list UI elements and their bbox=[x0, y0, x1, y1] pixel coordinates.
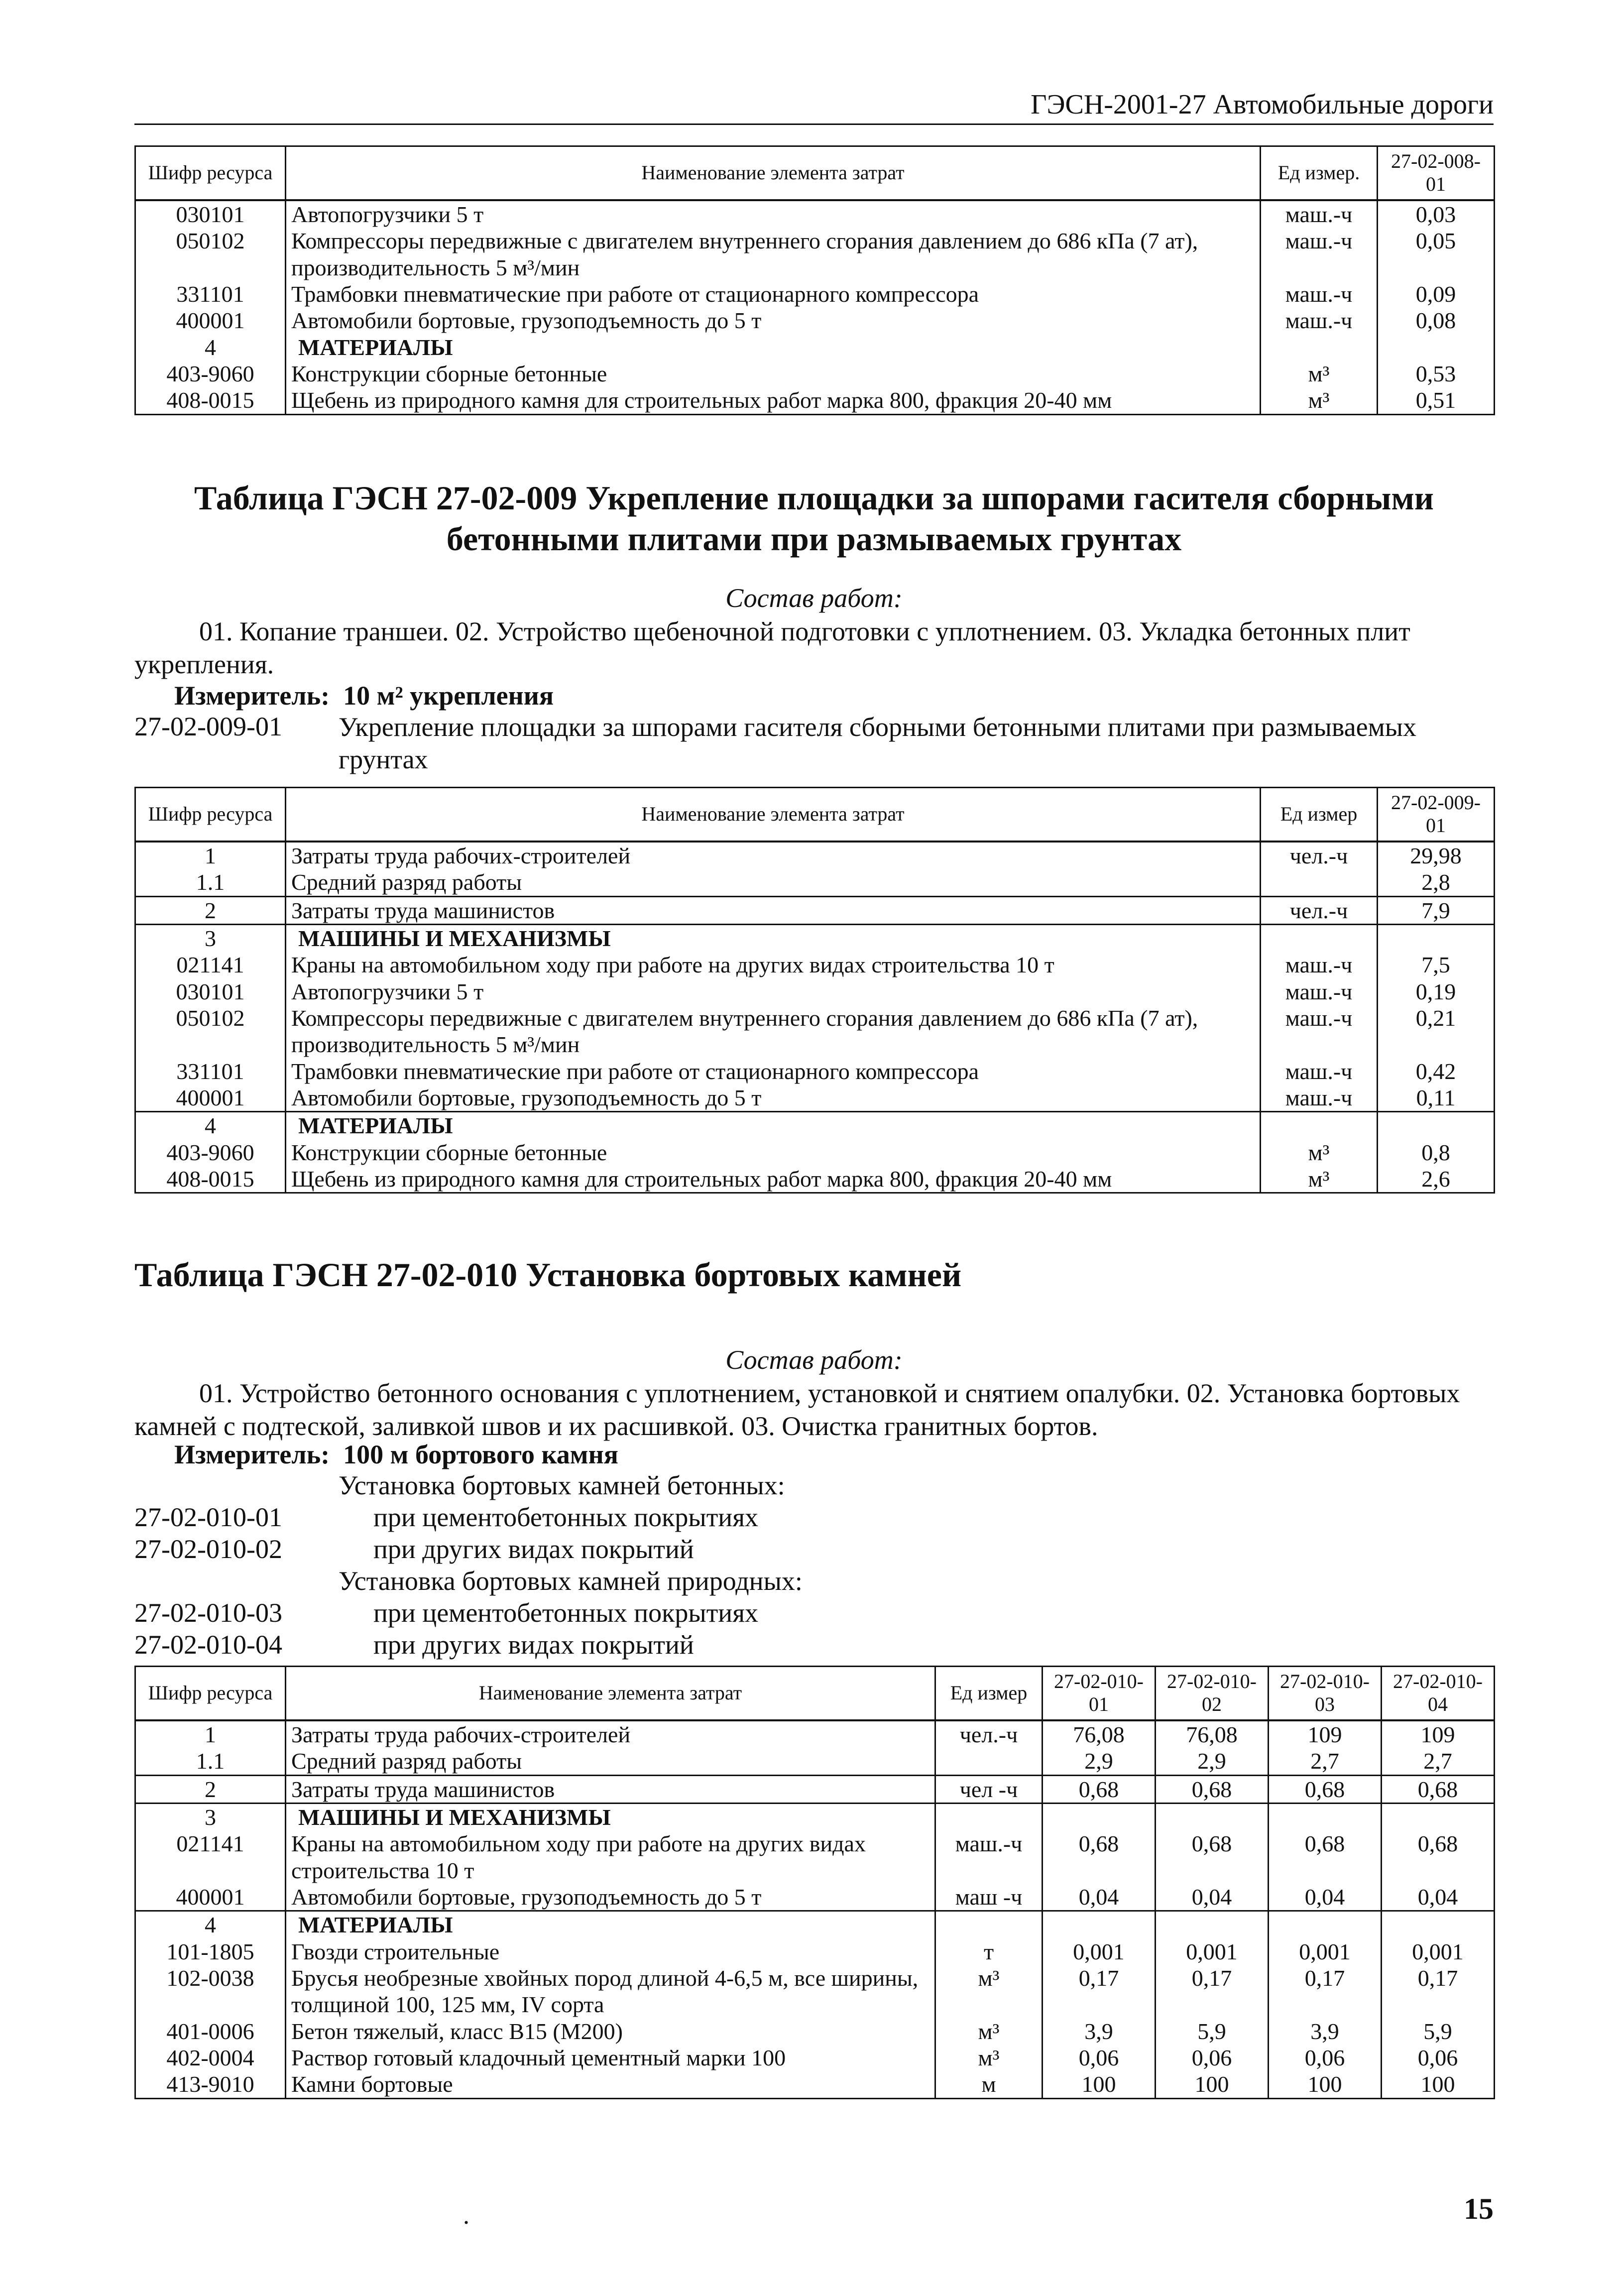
column-header: Ед измер bbox=[1261, 788, 1378, 842]
measure-line bbox=[174, 680, 554, 711]
work-composition-label-2: Состав работ: bbox=[725, 1345, 903, 1375]
unit-cell bbox=[1261, 1112, 1378, 1139]
value-cell: 5,9 bbox=[1156, 2018, 1269, 2045]
value-cell: 0,68 bbox=[1043, 1830, 1156, 1884]
item-text: при цементобетонных покрытиях bbox=[373, 1502, 759, 1532]
value-cell bbox=[1378, 924, 1495, 952]
cost-element-cell: Конструкции сборные бетонные bbox=[286, 1139, 1261, 1166]
value-cell: 2,7 bbox=[1269, 1748, 1382, 1775]
value-cell: 0,11 bbox=[1378, 1084, 1495, 1112]
value-cell bbox=[1378, 1112, 1495, 1139]
table-row bbox=[135, 1748, 1495, 1775]
cost-element-cell: Гвозди строительные bbox=[286, 1938, 935, 1965]
work-composition-text-2: 01. Устройство бетонного основания с уплотнением, установкой и снятием опалубки. 02. Установка бортовых камней с подтеской, заливкой швов и их расшивкой. 03. Очистка гранитных бортов. bbox=[134, 1378, 1460, 1441]
table-row bbox=[135, 1965, 1495, 2018]
table-row bbox=[135, 1058, 1495, 1084]
value-cell: 0,68 bbox=[1382, 1775, 1495, 1803]
unit-cell: чел.-ч bbox=[1261, 896, 1378, 924]
unit-cell bbox=[935, 1911, 1043, 1938]
value-cell bbox=[1382, 1803, 1495, 1830]
value-cell: 0,53 bbox=[1378, 361, 1495, 387]
resource-code-cell: 1 bbox=[135, 842, 286, 869]
cost-element-cell: МАТЕРИАЛЫ bbox=[286, 1911, 935, 1938]
running-header: ГЭСН-2001-27 Автомобильные дороги bbox=[1031, 89, 1494, 120]
cost-element-cell: Бетон тяжелый, класс В15 (М200) bbox=[286, 2018, 935, 2045]
resource-code-cell: 400001 bbox=[135, 307, 286, 334]
resource-code-cell: 1 bbox=[135, 1720, 286, 1748]
measure-line-2 bbox=[174, 1439, 618, 1470]
unit-cell: маш -ч bbox=[935, 1884, 1043, 1911]
column-header: Ед измер bbox=[935, 1667, 1043, 1720]
section-row bbox=[135, 1803, 1495, 1830]
value-cell: 100 bbox=[1269, 2071, 1382, 2098]
value-cell: 0,8 bbox=[1378, 1139, 1495, 1166]
unit-cell bbox=[935, 1803, 1043, 1830]
measure-value-2: 100 м бортового камня bbox=[343, 1440, 618, 1469]
value-cell: 2,7 bbox=[1382, 1748, 1495, 1775]
column-header: 27-02-010-01 bbox=[1043, 1667, 1156, 1720]
cost-element-cell: Компрессоры передвижные с двигателем внутреннего сгорания давлением до 686 кПа (7 ат), производительность 5 м³/мин bbox=[286, 228, 1261, 281]
resource-code-cell: 400001 bbox=[135, 1884, 286, 1911]
cost-element-cell: Компрессоры передвижные с двигателем внутреннего сгорания давлением до 686 кПа (7 ат), производительность 5 м³/мин bbox=[286, 1005, 1261, 1058]
table-header-row bbox=[135, 1667, 1495, 1720]
resource-code-cell: 3 bbox=[135, 1803, 286, 1830]
table-row bbox=[135, 869, 1495, 896]
cost-element-cell: Трамбовки пневматические при работе от стационарного компрессора bbox=[286, 281, 1261, 307]
resource-code-cell: 403-9060 bbox=[135, 361, 286, 387]
value-cell: 2,8 bbox=[1378, 869, 1495, 896]
value-cell: 0,06 bbox=[1156, 2045, 1269, 2071]
cost-element-cell: МАШИНЫ И МЕХАНИЗМЫ bbox=[286, 1803, 935, 1830]
value-cell: 0,04 bbox=[1156, 1884, 1269, 1911]
item-text: при других видах покрытий bbox=[373, 1534, 694, 1564]
value-cell: 0,42 bbox=[1378, 1058, 1495, 1084]
cost-element-cell: Затраты труда машинистов bbox=[286, 896, 1261, 924]
value-cell: 0,04 bbox=[1043, 1884, 1156, 1911]
resource-code-cell: 4 bbox=[135, 1911, 286, 1938]
value-cell: 100 bbox=[1043, 2071, 1156, 2098]
item-text: при цементобетонных покрытиях bbox=[373, 1598, 759, 1628]
value-cell: 0,06 bbox=[1043, 2045, 1156, 2071]
value-cell: 2,6 bbox=[1378, 1166, 1495, 1193]
unit-cell: маш.-ч bbox=[935, 1830, 1043, 1884]
value-cell: 0,68 bbox=[1156, 1830, 1269, 1884]
table-header-row bbox=[135, 146, 1495, 200]
table-row bbox=[135, 2045, 1495, 2071]
cost-element-cell: Средний разряд работы bbox=[286, 869, 1261, 896]
resource-code-cell: 402-0004 bbox=[135, 2045, 286, 2071]
value-cell bbox=[1269, 1911, 1382, 1938]
cost-element-cell: Автопогрузчики 5 т bbox=[286, 978, 1261, 1005]
value-cell: 76,08 bbox=[1043, 1720, 1156, 1748]
resource-table-27-02-010 bbox=[134, 1666, 1495, 2099]
cost-element-cell: Камни бортовые bbox=[286, 2071, 935, 2098]
unit-cell bbox=[1261, 924, 1378, 952]
resource-code-cell: 101-1805 bbox=[135, 1938, 286, 1965]
measure-label: Измеритель: bbox=[174, 681, 330, 711]
resource-code-cell: 1.1 bbox=[135, 1748, 286, 1775]
value-cell: 0,06 bbox=[1269, 2045, 1382, 2071]
column-header: Ед измер. bbox=[1261, 146, 1378, 200]
table-row bbox=[135, 1775, 1495, 1803]
unit-cell: т bbox=[935, 1938, 1043, 1965]
resource-code-cell: 102-0038 bbox=[135, 1965, 286, 2018]
cost-element-cell: Трамбовки пневматические при работе от стационарного компрессора bbox=[286, 1058, 1261, 1084]
value-cell: 29,98 bbox=[1378, 842, 1495, 869]
item-row bbox=[134, 1534, 1494, 1565]
section-row bbox=[135, 1911, 1495, 1938]
cost-element-cell: Конструкции сборные бетонные bbox=[286, 361, 1261, 387]
cost-element-cell: Автомобили бортовые, грузоподъемность до 5 т bbox=[286, 1084, 1261, 1112]
cost-element-cell: Затраты труда рабочих-строителей bbox=[286, 842, 1261, 869]
item-text: Установка бортовых камней бетонных: bbox=[339, 1470, 785, 1500]
unit-cell: чел.-ч bbox=[1261, 842, 1378, 869]
resource-code-cell: 403-9060 bbox=[135, 1139, 286, 1166]
table-row bbox=[135, 1084, 1495, 1112]
unit-cell: м³ bbox=[1261, 1166, 1378, 1193]
value-cell: 0,08 bbox=[1378, 307, 1495, 334]
value-cell: 7,5 bbox=[1378, 952, 1495, 978]
unit-cell: м³ bbox=[935, 2018, 1043, 2045]
value-cell: 0,68 bbox=[1043, 1775, 1156, 1803]
value-cell: 0,05 bbox=[1378, 228, 1495, 281]
value-cell bbox=[1269, 1803, 1382, 1830]
value-cell bbox=[1378, 334, 1495, 361]
table-row bbox=[135, 1830, 1495, 1884]
table-row bbox=[135, 307, 1495, 334]
value-cell: 0,001 bbox=[1382, 1938, 1495, 1965]
cost-element-cell: Затраты труда машинистов bbox=[286, 1775, 935, 1803]
value-cell: 0,68 bbox=[1382, 1830, 1495, 1884]
value-cell: 0,001 bbox=[1156, 1938, 1269, 1965]
section-row bbox=[135, 334, 1495, 361]
item-group-heading bbox=[134, 1470, 1494, 1502]
item-text: при других видах покрытий bbox=[373, 1630, 694, 1660]
value-cell: 100 bbox=[1382, 2071, 1495, 2098]
cost-element-cell: Краны на автомобильном ходу при работе на других видах строительства 10 т bbox=[286, 952, 1261, 978]
cost-element-cell: Краны на автомобильном ходу при работе на других видах строительства 10 т bbox=[286, 1830, 935, 1884]
resource-code-cell: 331101 bbox=[135, 1058, 286, 1084]
cost-element-cell: Щебень из природного камня для строительных работ марка 800, фракция 20-40 мм bbox=[286, 1166, 1261, 1193]
value-cell: 109 bbox=[1269, 1720, 1382, 1748]
value-cell bbox=[1382, 1911, 1495, 1938]
value-cell: 0,04 bbox=[1269, 1884, 1382, 1911]
cost-element-cell: МАШИНЫ И МЕХАНИЗМЫ bbox=[286, 924, 1261, 952]
value-cell: 0,17 bbox=[1156, 1965, 1269, 2018]
column-header: 27-02-008-01 bbox=[1378, 146, 1495, 200]
value-cell: 2,9 bbox=[1156, 1748, 1269, 1775]
cost-element-cell: Щебень из природного камня для строительных работ марка 800, фракция 20-40 мм bbox=[286, 387, 1261, 414]
cost-element-cell: Затраты труда рабочих-строителей bbox=[286, 1720, 935, 1748]
table-header-row bbox=[135, 788, 1495, 842]
resource-code-cell: 400001 bbox=[135, 1084, 286, 1112]
unit-cell: маш.-ч bbox=[1261, 952, 1378, 978]
resource-code-cell: 413-9010 bbox=[135, 2071, 286, 2098]
table-row bbox=[135, 896, 1495, 924]
item-row bbox=[134, 1629, 1494, 1661]
unit-cell: м³ bbox=[935, 2045, 1043, 2071]
table-row bbox=[135, 1938, 1495, 1965]
unit-cell: маш.-ч bbox=[1261, 307, 1378, 334]
table-title-27-02-010: Таблица ГЭСН 27-02-010 Установка бортовых камней bbox=[134, 1256, 962, 1294]
column-header: Шифр ресурса bbox=[135, 1667, 286, 1720]
table-title-27-02-009: Таблица ГЭСН 27-02-009 Укрепление площадки за шпорами гасителя сборными бетонными плитами при размываемых грунтах bbox=[194, 479, 1434, 558]
value-cell: 0,17 bbox=[1382, 1965, 1495, 2018]
value-cell: 0,19 bbox=[1378, 978, 1495, 1005]
table-row bbox=[135, 1884, 1495, 1911]
value-cell bbox=[1156, 1911, 1269, 1938]
item-text: Установка бортовых камней природных: bbox=[339, 1566, 803, 1596]
unit-cell: м bbox=[935, 2071, 1043, 2098]
unit-cell bbox=[1261, 334, 1378, 361]
unit-cell: м³ bbox=[1261, 387, 1378, 414]
unit-cell: маш.-ч bbox=[1261, 228, 1378, 281]
item-code: 27-02-010-03 bbox=[134, 1598, 282, 1628]
value-cell: 0,21 bbox=[1378, 1005, 1495, 1058]
value-cell bbox=[1043, 1911, 1156, 1938]
item-code: 27-02-010-01 bbox=[134, 1502, 282, 1532]
table-row bbox=[135, 2071, 1495, 2098]
cost-element-cell: Брусья необрезные хвойных пород длиной 4-6,5 м, все ширины, толщиной 100, 125 мм, IV сорта bbox=[286, 1965, 935, 2018]
table-row bbox=[135, 842, 1495, 869]
measure-label-2: Измеритель: bbox=[174, 1440, 330, 1469]
resource-code-cell: 030101 bbox=[135, 200, 286, 228]
column-header: 27-02-009-01 bbox=[1378, 788, 1495, 842]
table-row bbox=[135, 228, 1495, 281]
value-cell: 5,9 bbox=[1382, 2018, 1495, 2045]
section-row bbox=[135, 1112, 1495, 1139]
resource-code-cell: 4 bbox=[135, 1112, 286, 1139]
table-row bbox=[135, 1166, 1495, 1193]
value-cell: 0,06 bbox=[1382, 2045, 1495, 2071]
value-cell: 76,08 bbox=[1156, 1720, 1269, 1748]
column-header: Шифр ресурса bbox=[135, 788, 286, 842]
item-row bbox=[134, 1502, 1494, 1534]
resource-code-cell: 2 bbox=[135, 896, 286, 924]
resource-code-cell: 030101 bbox=[135, 978, 286, 1005]
value-cell: 0,17 bbox=[1043, 1965, 1156, 2018]
stray-dot: . bbox=[463, 2201, 469, 2230]
value-cell: 0,68 bbox=[1156, 1775, 1269, 1803]
resource-code-cell: 2 bbox=[135, 1775, 286, 1803]
table-row bbox=[135, 1720, 1495, 1748]
resource-code-cell: 050102 bbox=[135, 1005, 286, 1058]
page-number: 15 bbox=[1464, 2192, 1494, 2225]
cost-element-cell: МАТЕРИАЛЫ bbox=[286, 334, 1261, 361]
resource-code-cell: 331101 bbox=[135, 281, 286, 307]
resource-table-27-02-008 bbox=[134, 145, 1495, 415]
resource-code-cell: 401-0006 bbox=[135, 2018, 286, 2045]
unit-cell bbox=[1261, 869, 1378, 896]
value-cell: 109 bbox=[1382, 1720, 1495, 1748]
cost-element-cell: МАТЕРИАЛЫ bbox=[286, 1112, 1261, 1139]
cost-element-cell: Раствор готовый кладочный цементный марки 100 bbox=[286, 2045, 935, 2071]
section-row bbox=[135, 924, 1495, 952]
unit-cell: м³ bbox=[1261, 361, 1378, 387]
resource-table-27-02-009 bbox=[134, 787, 1495, 1194]
table-row bbox=[135, 281, 1495, 307]
table-row bbox=[135, 952, 1495, 978]
cost-element-cell: Средний разряд работы bbox=[286, 1748, 935, 1775]
value-cell: 0,51 bbox=[1378, 387, 1495, 414]
table-row bbox=[135, 1005, 1495, 1058]
unit-cell: чел -ч bbox=[935, 1775, 1043, 1803]
column-header: Наименование элемента затрат bbox=[286, 1667, 935, 1720]
unit-cell: м³ bbox=[1261, 1139, 1378, 1166]
unit-cell: маш.-ч bbox=[1261, 1058, 1378, 1084]
column-header: Наименование элемента затрат bbox=[286, 788, 1261, 842]
item-code: 27-02-010-04 bbox=[134, 1630, 282, 1660]
resource-code-cell: 050102 bbox=[135, 228, 286, 281]
resource-code-cell: 408-0015 bbox=[135, 387, 286, 414]
column-header: 27-02-010-02 bbox=[1156, 1667, 1269, 1720]
cost-element-cell: Автомобили бортовые, грузоподъемность до 5 т bbox=[286, 1884, 935, 1911]
column-header: Наименование элемента затрат bbox=[286, 146, 1261, 200]
value-cell: 0,03 bbox=[1378, 200, 1495, 228]
value-cell: 0,68 bbox=[1269, 1775, 1382, 1803]
value-cell: 0,04 bbox=[1382, 1884, 1495, 1911]
column-header: 27-02-010-03 bbox=[1269, 1667, 1382, 1720]
resource-code-cell: 408-0015 bbox=[135, 1166, 286, 1193]
unit-cell: чел.-ч bbox=[935, 1720, 1043, 1748]
table-row bbox=[135, 1139, 1495, 1166]
value-cell: 0,001 bbox=[1269, 1938, 1382, 1965]
cost-element-cell: Автомобили бортовые, грузоподъемность до 5 т bbox=[286, 307, 1261, 334]
resource-code-cell: 021141 bbox=[135, 1830, 286, 1884]
item-row bbox=[134, 1597, 1494, 1629]
unit-cell bbox=[935, 1748, 1043, 1775]
measure-value: 10 м² укрепления bbox=[343, 681, 554, 711]
resource-code-cell: 1.1 bbox=[135, 869, 286, 896]
value-cell: 100 bbox=[1156, 2071, 1269, 2098]
unit-cell: маш.-ч bbox=[1261, 1005, 1378, 1058]
table-row bbox=[135, 361, 1495, 387]
table-row bbox=[135, 978, 1495, 1005]
item-text: Укрепление площадки за шпорами гасителя сборными бетонными плитами при размываемых грунтах bbox=[339, 712, 1417, 774]
value-cell: 3,9 bbox=[1269, 2018, 1382, 2045]
header-rule bbox=[134, 123, 1494, 125]
table-row bbox=[135, 387, 1495, 414]
column-header: 27-02-010-04 bbox=[1382, 1667, 1495, 1720]
item-list bbox=[134, 1470, 1494, 1661]
unit-cell: маш.-ч bbox=[1261, 1084, 1378, 1112]
resource-code-cell: 021141 bbox=[135, 952, 286, 978]
unit-cell: маш.-ч bbox=[1261, 200, 1378, 228]
item-group-heading bbox=[134, 1565, 1494, 1597]
item-code: 27-02-009-01 bbox=[134, 712, 282, 741]
item-code: 27-02-010-02 bbox=[134, 1534, 282, 1564]
unit-cell: маш.-ч bbox=[1261, 281, 1378, 307]
unit-cell: маш.-ч bbox=[1261, 978, 1378, 1005]
work-composition-text: 01. Копание траншеи. 02. Устройство щебеночной подготовки с уплотнением. 03. Укладка бетонных плит укрепления. bbox=[134, 616, 1410, 679]
work-composition-label: Состав работ: bbox=[725, 583, 903, 613]
value-cell: 0,001 bbox=[1043, 1938, 1156, 1965]
cost-element-cell: Автопогрузчики 5 т bbox=[286, 200, 1261, 228]
resource-code-cell: 4 bbox=[135, 334, 286, 361]
unit-cell: м³ bbox=[935, 1965, 1043, 2018]
value-cell: 0,68 bbox=[1269, 1830, 1382, 1884]
table-row bbox=[135, 200, 1495, 228]
value-cell bbox=[1156, 1803, 1269, 1830]
resource-code-cell: 3 bbox=[135, 924, 286, 952]
value-cell: 2,9 bbox=[1043, 1748, 1156, 1775]
value-cell: 3,9 bbox=[1043, 2018, 1156, 2045]
value-cell: 7,9 bbox=[1378, 896, 1495, 924]
value-cell bbox=[1043, 1803, 1156, 1830]
value-cell: 0,09 bbox=[1378, 281, 1495, 307]
column-header: Шифр ресурса bbox=[135, 146, 286, 200]
value-cell: 0,17 bbox=[1269, 1965, 1382, 2018]
table-row bbox=[135, 2018, 1495, 2045]
